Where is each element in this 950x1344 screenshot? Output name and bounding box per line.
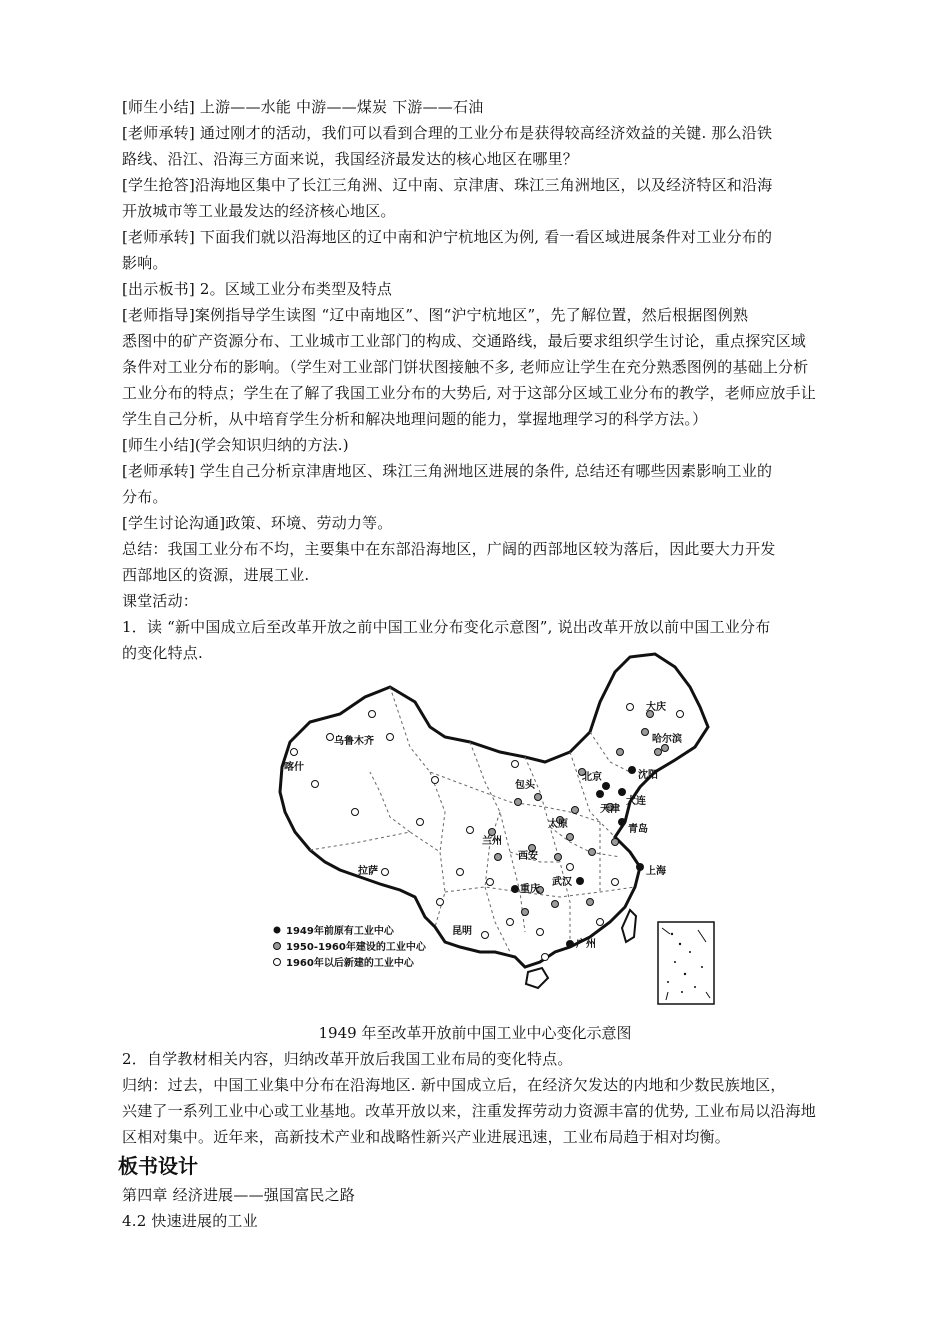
qingdao-marker xyxy=(618,818,626,826)
beijing-marker xyxy=(602,782,610,790)
board-line-chapter: 第四章 经济进展——强国富民之路 xyxy=(122,1186,355,1204)
board-line-section: 4.2 快速进展的工业 xyxy=(122,1212,258,1230)
paragraph-student-answer: [学生抢答]沿海地区集中了长江三角洲、辽中南、京津唐、珠江三角洲地区，以及经济特区和沿海 xyxy=(122,176,773,194)
paragraph-induction-cont-2: 区相对集中。近年来，高新技术产业和战略性新兴产业进展迅速，工业布局趋于相对均衡。 xyxy=(122,1128,731,1146)
paragraph-activity-1: 1．读 “新中国成立后至改革开放之前中国工业分布变化示意图”, 说出改革开放以前中国工业分布 xyxy=(122,618,771,636)
chongqing-marker xyxy=(511,885,519,893)
legend-1950-1960: 1950-1960年建设的工业中心 xyxy=(286,942,426,953)
label-beijing: 北京 xyxy=(582,772,602,783)
label-tianjin: 天津 xyxy=(600,804,620,815)
paragraph-teacher-transition-1: [老师承转] 通过刚才的活动，我们可以看到合理的工业分布是获得较高经济效益的关键. 那么沿铁 xyxy=(122,124,773,142)
guangzhou-marker xyxy=(566,940,574,948)
paragraph-teacher-transition-3: [老师承转] 学生自己分析京津唐地区、珠江三角洲地区进展的条件, 总结还有哪些因素影响工业的 xyxy=(122,462,773,480)
label-chongqing: 重庆 xyxy=(520,884,540,895)
paragraph-teacher-guide-cont-1: 悉图中的矿产资源分布、工业城市工业部门的构成、交通路线，最后要求组织学生讨论，重点探究区域 xyxy=(122,332,807,350)
label-xian: 西安 xyxy=(518,851,538,862)
label-shenyang: 沈阳 xyxy=(638,770,658,781)
paragraph-teacher-guide-cont-3: 工业分布的特点；学生在了解了我国工业分布的大势后, 对于这部分区域工业分布的教学，老师应放手让 xyxy=(122,384,816,402)
label-wulumuqi: 乌鲁木齐 xyxy=(334,736,374,747)
paragraph-activity-1-cont: 的变化特点. xyxy=(122,644,203,662)
map-caption: 1949 年至改革开放前中国工业中心变化示意图 xyxy=(318,1024,632,1042)
paragraph-student-discussion: [学生讨论沟通]政策、环境、劳动力等。 xyxy=(122,514,393,532)
shanghai-marker xyxy=(636,863,644,871)
paragraph-teacher-student-summary-1: [师生小结] 上游——水能 中游——煤炭 下游——石油 xyxy=(122,98,484,116)
label-guangzhou: 广州 xyxy=(576,939,596,950)
paragraph-teacher-guide: [老师指导]案例指导学生读图 “辽中南地区”、图“沪宁杭地区”，先了解位置，然后根据图例熟 xyxy=(122,306,749,324)
kunming-marker xyxy=(482,932,489,939)
map-legend xyxy=(274,924,427,969)
label-lasa: 拉萨 xyxy=(358,866,378,877)
label-shanghai: 上海 xyxy=(646,866,666,877)
label-taiyuan: 太原 xyxy=(548,819,568,830)
paragraph-class-activity: 课堂活动： xyxy=(122,592,199,610)
legend-after1960: 1960年以后新建的工业中心 xyxy=(286,958,414,969)
paragraph-teacher-student-summary-2: [师生小结](学会知识归纳的方法.) xyxy=(122,436,349,454)
shenyang-marker xyxy=(628,766,636,774)
paragraph-conclusion: 总结：我国工业分布不均，主要集中在东部沿海地区，广阔的西部地区较为落后，因此要大力开发 xyxy=(122,540,776,558)
paragraph-induction: 归纳：过去，中国工业集中分布在沿海地区. 新中国成立后，在经济欠发达的内地和少数民族地区， xyxy=(122,1076,786,1094)
label-lanzhou: 兰州 xyxy=(482,836,502,847)
paragraph-teacher-transition-1-cont: 路线、沿江、沿海三方面来说，我国经济最发达的核心地区在哪里？ xyxy=(122,150,579,168)
label-kashi: 喀什 xyxy=(284,762,304,773)
baotou-marker xyxy=(535,794,542,801)
paragraph-student-answer-cont: 开放城市等工业最发达的经济核心地区。 xyxy=(122,202,396,220)
label-dalian: 大连 xyxy=(626,796,646,807)
wulumuqi-marker xyxy=(387,734,394,741)
lasa-marker xyxy=(382,869,389,876)
haerbin-marker xyxy=(662,745,669,752)
paragraph-conclusion-cont: 西部地区的资源，进展工业. xyxy=(122,566,310,584)
label-baotou: 包头 xyxy=(515,780,535,791)
paragraph-teacher-transition-2: [老师承转] 下面我们就以沿海地区的辽中南和沪宁杭地区为例, 看一看区域进展条件对工业分布的 xyxy=(122,228,773,246)
paragraph-teacher-transition-2-cont: 影响。 xyxy=(122,254,168,272)
label-kunming: 昆明 xyxy=(452,926,472,937)
dalian-marker xyxy=(618,788,626,796)
china-outline xyxy=(280,654,708,967)
south-china-sea-inset xyxy=(658,922,714,1004)
label-haerbin: 哈尔滨 xyxy=(652,734,682,745)
label-qingdao: 青岛 xyxy=(628,824,648,835)
paragraph-board-show: [出示板书] 2。区域工业分布类型及特点 xyxy=(122,280,393,298)
label-daqing: 大庆 xyxy=(646,702,666,713)
paragraph-activity-2: 2．自学教材相关内容，归纳改革开放后我国工业布局的变化特点。 xyxy=(122,1050,573,1068)
label-wuhan: 武汉 xyxy=(552,877,572,888)
taiyuan-marker xyxy=(572,807,579,814)
wuhan-marker xyxy=(576,877,584,885)
paragraph-induction-cont-1: 兴建了一系列工业中心或工业基地。改革开放以来，注重发挥劳动力资源丰富的优势, 工业布局以沿海地 xyxy=(122,1102,816,1120)
kashi-marker xyxy=(291,749,298,756)
hainan-island xyxy=(526,968,548,988)
paragraph-teacher-guide-cont-4: 学生自己分析，从中培育学生分析和解决地理问题的能力，掌握地理学习的科学方法。） xyxy=(122,410,708,428)
tianjin-marker xyxy=(596,790,604,798)
china-industry-map xyxy=(270,652,724,1010)
paragraph-teacher-guide-cont-2: 条件对工业分布的影响。（学生对工业部门饼状图接触不多, 老师应让学生在充分熟悉图例的基础上分析 xyxy=(122,358,809,376)
lanzhou-marker xyxy=(489,829,496,836)
paragraph-teacher-transition-3-cont: 分布。 xyxy=(122,488,168,506)
legend-pre1949: 1949年前原有工业中心 xyxy=(286,926,394,937)
taiwan-island xyxy=(622,910,636,942)
board-design-heading: 板书设计 xyxy=(118,1154,198,1178)
